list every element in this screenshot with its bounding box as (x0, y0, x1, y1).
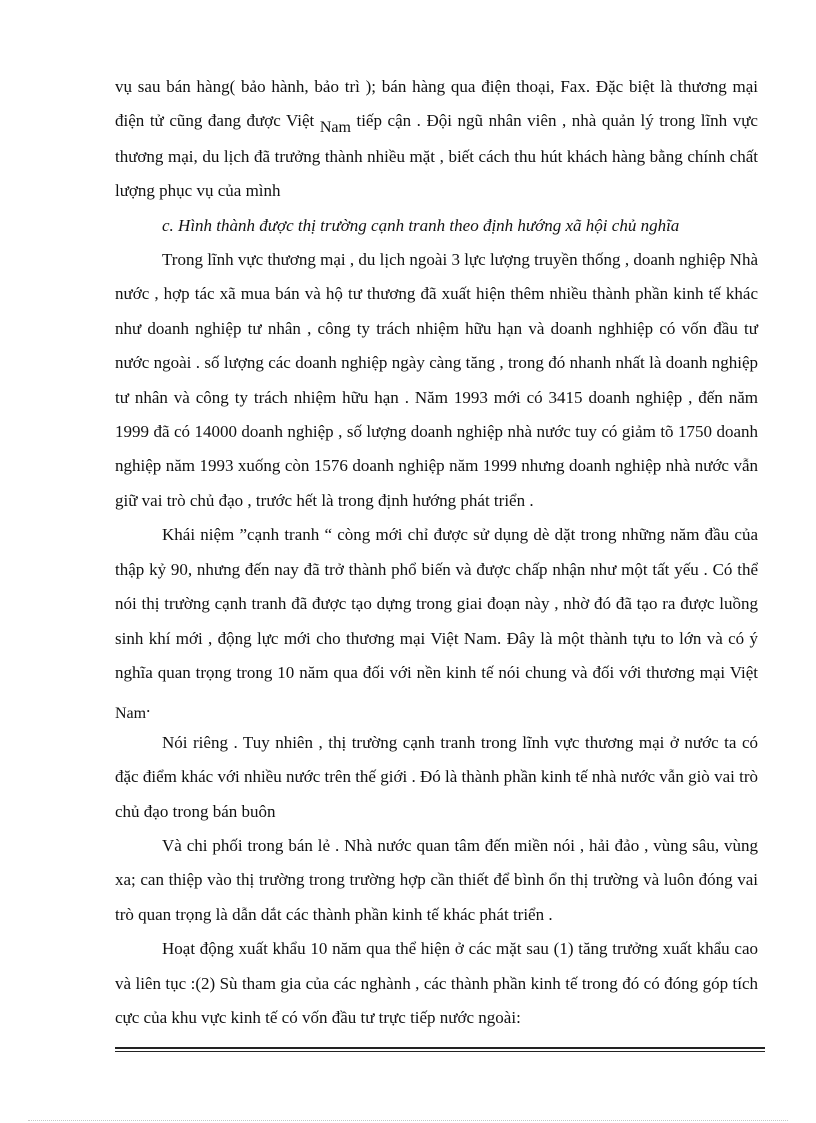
section-heading: c. Hình thành được thị trường cạnh tranh theo định hướng xã hội chủ nghĩa (162, 215, 680, 235)
paragraph: Hoạt động xuất khẩu 10 năm qua thể hiện ở các mặt sau (1) tăng trưởng xuất khẩu cao và liên tục :(2) Sù tham gia của các nghành , các thành phần kinh tế trong đó có đóng góp tích cực của khu vực kinh tế có vốn đầu tư trực tiếp nước ngoài: (115, 939, 758, 1027)
paragraph-text: vụ sau bán hàng( bảo hành, bảo trì ); bán hàng qua điện thoại, Fax. Đặc biệt là thương mại điện tử cũng đang được Việt (115, 77, 758, 131)
subscript-word: Nam (115, 705, 147, 723)
body-text (115, 70, 758, 1035)
paragraph (115, 518, 758, 725)
paragraph: Trong lĩnh vực thương mại , du lịch ngoài 3 lực lượng truyền thống , doanh nghiệp Nhà nước , hợp tác xã mua bán và hộ tư thương đã xuất hiện thêm nhiều thành phần kinh tế khác như doanh nghiệp tư nhân , công ty trách nhiệm hữu hạn và doanh nghhiệp có vốn đầu tư nước ngoài . số lượng các doanh nghiệp ngày càng tăng , trong đó nhanh nhất là doanh nghiệp tư nhân và công ty trách nhiệm hữu hạn . Năm 1993 mới có 3415 doanh nghiệp , đến năm 1999 đã có 14000 doanh nghiệp , số lượng doanh nghiệp nhà nước tuy có giảm tõ 1750 doanh nghiệp năm 1993 xuống còn 1576 doanh nghiệp năm 1999 nhưng doanh nghiệp nhà nước vẫn giữ vai trò chủ đạo , trước hết là trong định hướng phát triển . (115, 250, 758, 510)
paragraph-text: tiếp cận . Đội ngũ nhân viên , nhà quản lý trong lĩnh vực thương mại, du lịch đã trưởng thành nhiều mặt , biết cách thu hút khách hàng bằng chính chất lượng phục vụ của mình (115, 111, 758, 201)
paragraph-end: . (146, 697, 151, 717)
paragraph-text: Khái niệm ”cạnh tranh “ còng mới chỉ được sử dụng dè dặt trong những năm đầu của thập kỷ 90, nhưng đến nay đã trở thành phổ biến và được chấp nhận như một tất yếu . Có thể nói thị trường cạnh tranh đã được tạo dựng trong giai đoạn này , nhờ đó đã tạo ra được luồng sinh khí mới , động lực mới cho thương mại Việt Nam. Đây là một thành tựu to lớn và có ý nghĩa quan trọng trong 10 năm qua đối với nền kinh tế nói chung và đối với thương mại Việt (115, 525, 758, 682)
paragraph: Nói riêng . Tuy nhiên , thị trường cạnh tranh trong lĩnh vực thương mại ở nước ta có đặc điểm khác với nhiều nước trên thế giới . Đó là thành phần kinh tế nhà nước vẫn giò vai trò chủ đạo trong bán buôn (115, 732, 758, 821)
paragraph: Và chi phối trong bán lẻ . Nhà nước quan tâm đến miền nói , hải đảo , vùng sâu, vùng xa; can thiệp vào thị trường trong trường hợp cần thiết để bình ổn thị trường và luôn đóng vai trò quan trọng là dẫn dắt các thành phần kinh tế khác phát triển . (115, 835, 758, 924)
footer-double-rule-top (115, 1047, 765, 1049)
footer-double-rule-bottom (115, 1051, 765, 1052)
paragraph-continuation (115, 70, 758, 209)
subscript-word: Nam (319, 119, 351, 137)
page-bottom-edge (28, 1120, 788, 1121)
